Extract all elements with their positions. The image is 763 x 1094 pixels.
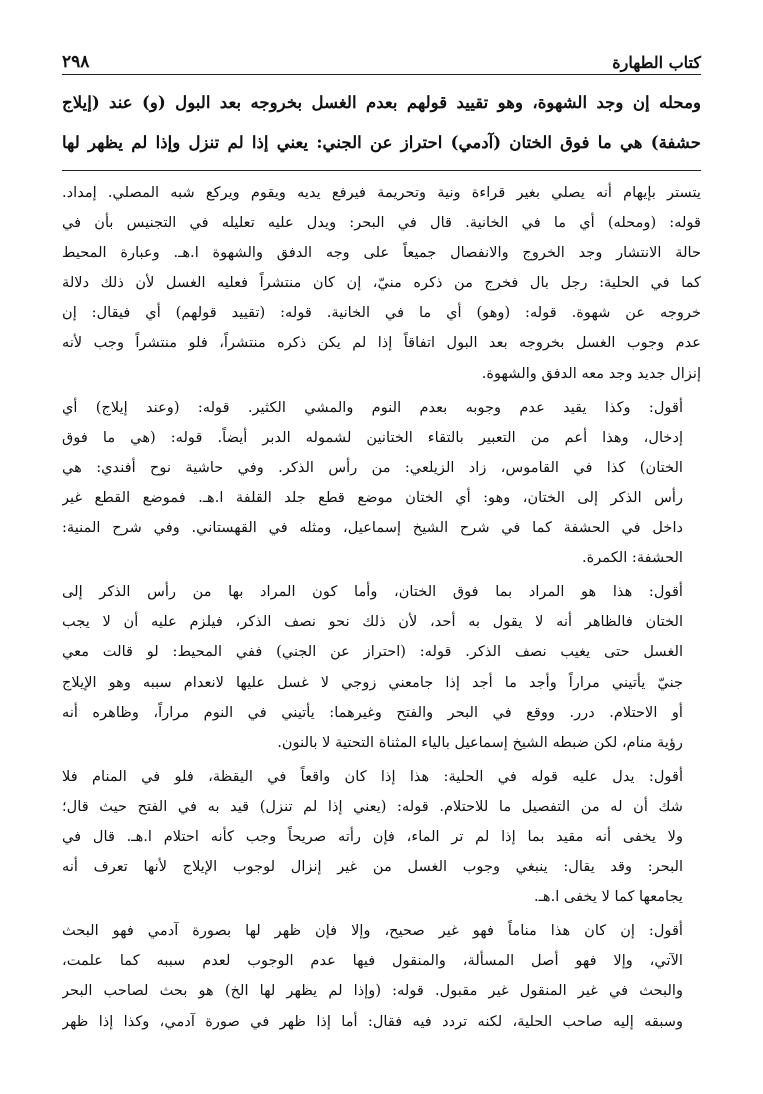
book-title: كتاب الطهارة xyxy=(612,53,701,72)
commentary-line: الغسل حتى يغيب نصف الذكر. قوله: (احتراز عن الجني) ففي المحيط: لو قالت معي xyxy=(62,643,683,661)
commentary-line: خروجه عن شهوة. قوله: (وهو) أي ما في الخانية. قوله: (تقييد قولهم) أي فيقال: إن xyxy=(62,304,701,322)
commentary-line: الحشفة: الكمرة. xyxy=(581,549,683,567)
commentary-line: عدم وجوب الغسل بخروجه بعد البول اتفاقاً إذا لم يكن ذكره منتشراً، فلو منتشراً وجب لأنه xyxy=(62,334,701,352)
main-text-line: ومحله إن وجد الشهوة، وهو تقييد قولهم بعدم الغسل بخروجه بعد البول (و) عند (إيلاج xyxy=(62,92,701,112)
commentary-line: أقول: يدل عليه قوله في الحلية: هذا إذا كان واقعاً في اليقظة، فلو في المنام فلا xyxy=(62,767,683,785)
commentary-line: كما في الحلية: رجل بال فخرج من ذكره منيّ، إن كان منتشراً فعليه الغسل لأن ذلك دلالة xyxy=(62,274,701,292)
commentary-line: ولا يخفى أنه مقيد بما إذا لم تر الماء، فإن رأته صريحاً وجب كأنه احتلام ا.هـ. قال في xyxy=(62,827,683,845)
commentary-paragraph xyxy=(62,762,701,912)
commentary-line: حالة الانتشار وجد الخروج والانفصال جميعاً على وجه الدفق والشهوة ا.هـ. وعبارة المحيط xyxy=(62,244,701,262)
page-header xyxy=(62,46,701,72)
commentary xyxy=(62,178,701,1090)
commentary-line: جنيّ يأتيني مراراً وأجد ما أجد إذا جامعني زوجي لا غسل عليها لانعدام سببه وهو الإيلاج xyxy=(62,673,683,691)
commentary-line: أقول: وكذا يقيد عدم وجوبه بعدم النوم والمشي الكثير. قوله: (وعند إيلاج) أي xyxy=(62,398,683,416)
commentary-line: رؤية منام، لكن ضبطه الشيخ إسماعيل بالياء المثناة التحتية لا بالنون. xyxy=(277,733,683,751)
commentary-line: الختان) كذا في القاموس، زاد الزيلعي: من رأس الذكر. وفي حاشية نوح أفندي: هي xyxy=(62,458,683,476)
commentary-line: البحر: وقد يقال: ينبغي وجوب الغسل من غير إنزال لوجوب الإيلاج لأنها تعرف أنه xyxy=(62,858,683,876)
commentary-line: الآتي، وإلا فهو أصل المسألة، والمنقول فيها عدم الوجوب لعدم سببه كما علمت، xyxy=(62,952,683,970)
commentary-line: والبحث في غير المنقول غير مقبول. قوله: (وإذا لم يظهر لها الخ) هو بحث لصاحب البحر xyxy=(62,982,683,1000)
header-divider xyxy=(62,74,701,75)
commentary-line: الختان فالظاهر أنه لا يقول به أحد، لأن ذلك نحو نصف الذكر، فيلزم عليه أن لا يجب xyxy=(62,613,683,631)
commentary-line: قوله: (ومحله) أي ما في الخانية. قال في البحر: ويدل عليه تعليله في التجنيس بأن في xyxy=(62,214,701,232)
commentary-line: يجامعها كما لا يخفى ا.هـ. xyxy=(533,888,683,906)
commentary-paragraph xyxy=(62,577,701,758)
main-text-line: حشفة) هي ما فوق الختان (آدمي) احتراز عن الجني: يعني إذا لم تنزل وإذا لم يظهر لها xyxy=(62,132,701,152)
main-text xyxy=(62,82,701,162)
commentary-line: يتستر بإيهام أنه يصلي بغير قراءة ونية وتحريمة فيرفع يديه ويقوم ويركع شبه المصلي. إمداد. xyxy=(62,184,701,201)
commentary-line: رأس الذكر إلى الختان، وهو: أي الختان موضع قطع جلد القلفة ا.هـ. فموضع القطع غير xyxy=(62,488,683,506)
page-number: ٢٩٨ xyxy=(62,52,90,72)
commentary-line: داخل في الحشفة كما في شرح الشيخ إسماعيل، ومثله في القهستاني. وفي شرح المنية: xyxy=(62,519,683,537)
commentary-line: إدخال، وهذا أعم من التعبير بالتقاء الختانين لشموله الدبر أيضاً. قوله: (هي ما فوق xyxy=(62,428,683,446)
commentary-line: أقول: هذا هو المراد بما فوق الختان، وأما كون المراد بها من رأس الذكر إلى xyxy=(62,583,683,601)
commentary-line: شك أن له من التفصيل ما للاحتلام. قوله: (يعني إذا لم تنزل) قيد به في الفتح حيث قال؛ xyxy=(62,797,683,815)
commentary-line: أقول: إن كان هذا مناماً فهو غير صحيح، وإلا فإن ظهر لها بصورة آدمي فهو البحث xyxy=(62,922,683,940)
commentary-paragraph xyxy=(62,178,701,389)
commentary-paragraph xyxy=(62,916,701,1036)
commentary-line: إنزال جديد وجد معه الدفق والشهوة. xyxy=(481,364,701,382)
commentary-line: أو الاحتلام. درر. ووقع في البحر والفتح وغيرهما: يأتيني في النوم مراراً، وظاهره أنه xyxy=(62,703,683,721)
commentary-line: وسبقه إليه صاحب الحلية، لكنه تردد فيه فقال: أما إذا ظهر في صورة آدمي، وكذا إذا ظهر xyxy=(62,1012,683,1030)
commentary-paragraph xyxy=(62,393,701,574)
commentary-divider xyxy=(62,170,701,171)
